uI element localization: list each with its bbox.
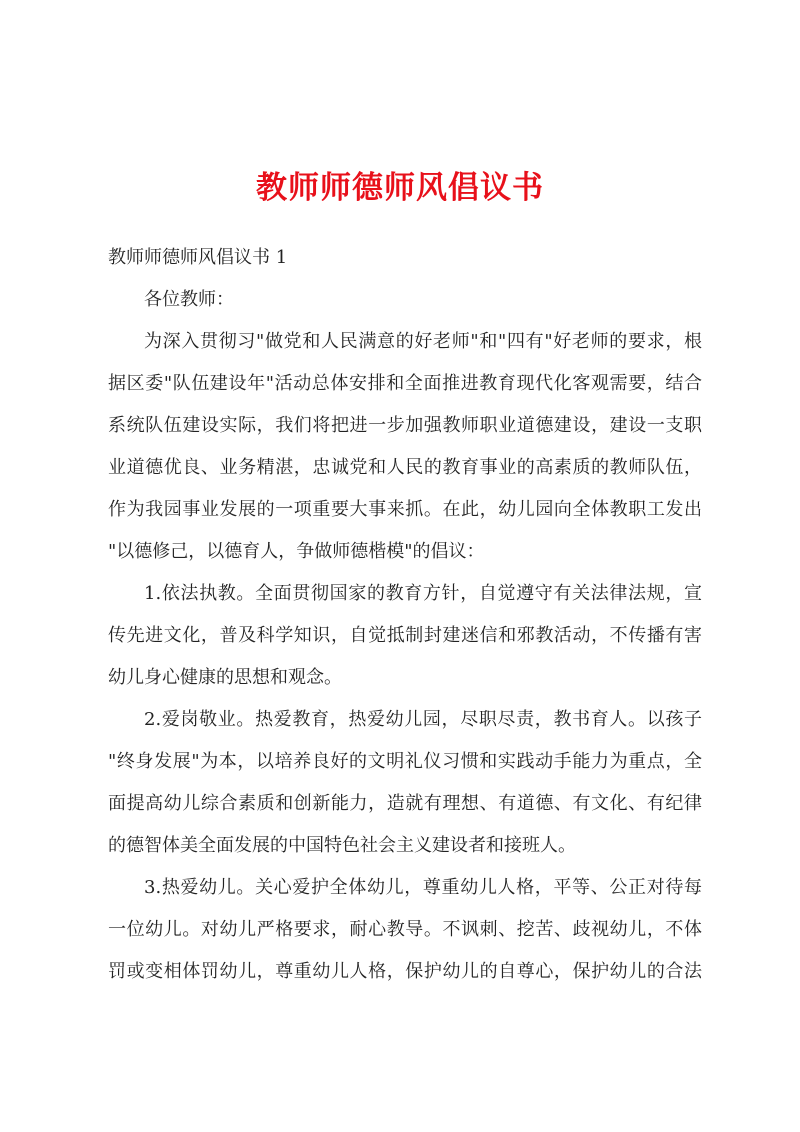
paragraph-line: "以德修己，以德育人，争做师德楷模"的倡议：	[108, 541, 485, 562]
paragraph-line: 幼儿身心健康的思想和观念。	[108, 667, 342, 688]
document-title: 教师师德师风倡议书	[256, 170, 544, 206]
paragraph-line: 的德智体美全面发展的中国特色社会主义建设者和接班人。	[108, 835, 576, 856]
paragraph-line: 2.爱岗敬业。热爱教育，热爱幼儿园，尽职尽责，教书育人。以孩子	[144, 709, 702, 730]
document-subtitle: 教师师德师风倡议书 1	[108, 247, 288, 268]
paragraph-line: "终身发展"为本，以培养良好的文明礼仪习惯和实践动手能力为重点，全	[108, 751, 702, 772]
paragraph-line: 一位幼儿。对幼儿严格要求，耐心教导。不讽刺、挖苦、歧视幼儿，不体	[108, 919, 702, 940]
paragraph-line: 1.依法执教。全面贯彻国家的教育方针，自觉遵守有关法律法规，宣	[144, 583, 702, 604]
paragraph-line: 面提高幼儿综合素质和创新能力，造就有理想、有道德、有文化、有纪律	[108, 793, 702, 814]
paragraph-line: 3.热爱幼儿。关心爱护全体幼儿，尊重幼儿人格，平等、公正对待每	[144, 877, 702, 898]
paragraph-line: 传先进文化，普及科学知识，自觉抵制封建迷信和邪教活动，不传播有害	[108, 625, 702, 646]
paragraph-line: 罚或变相体罚幼儿，尊重幼儿人格，保护幼儿的自尊心，保护幼儿的合法	[108, 961, 702, 982]
paragraph-line: 为深入贯彻习"做党和人民满意的好老师"和"四有"好老师的要求，根	[144, 331, 702, 352]
paragraph-line: 据区委"队伍建设年"活动总体安排和全面推进教育现代化客观需要，结合	[108, 373, 702, 394]
salutation: 各位教师：	[144, 289, 234, 310]
paragraph-line: 作为我园事业发展的一项重要大事来抓。在此，幼儿园向全体教职工发出	[108, 499, 702, 520]
paragraph-line: 业道德优良、业务精湛，忠诚党和人民的教育事业的高素质的教师队伍，	[108, 457, 702, 478]
paragraph-line: 系统队伍建设实际，我们将把进一步加强教师职业道德建设，建设一支职	[108, 415, 702, 436]
